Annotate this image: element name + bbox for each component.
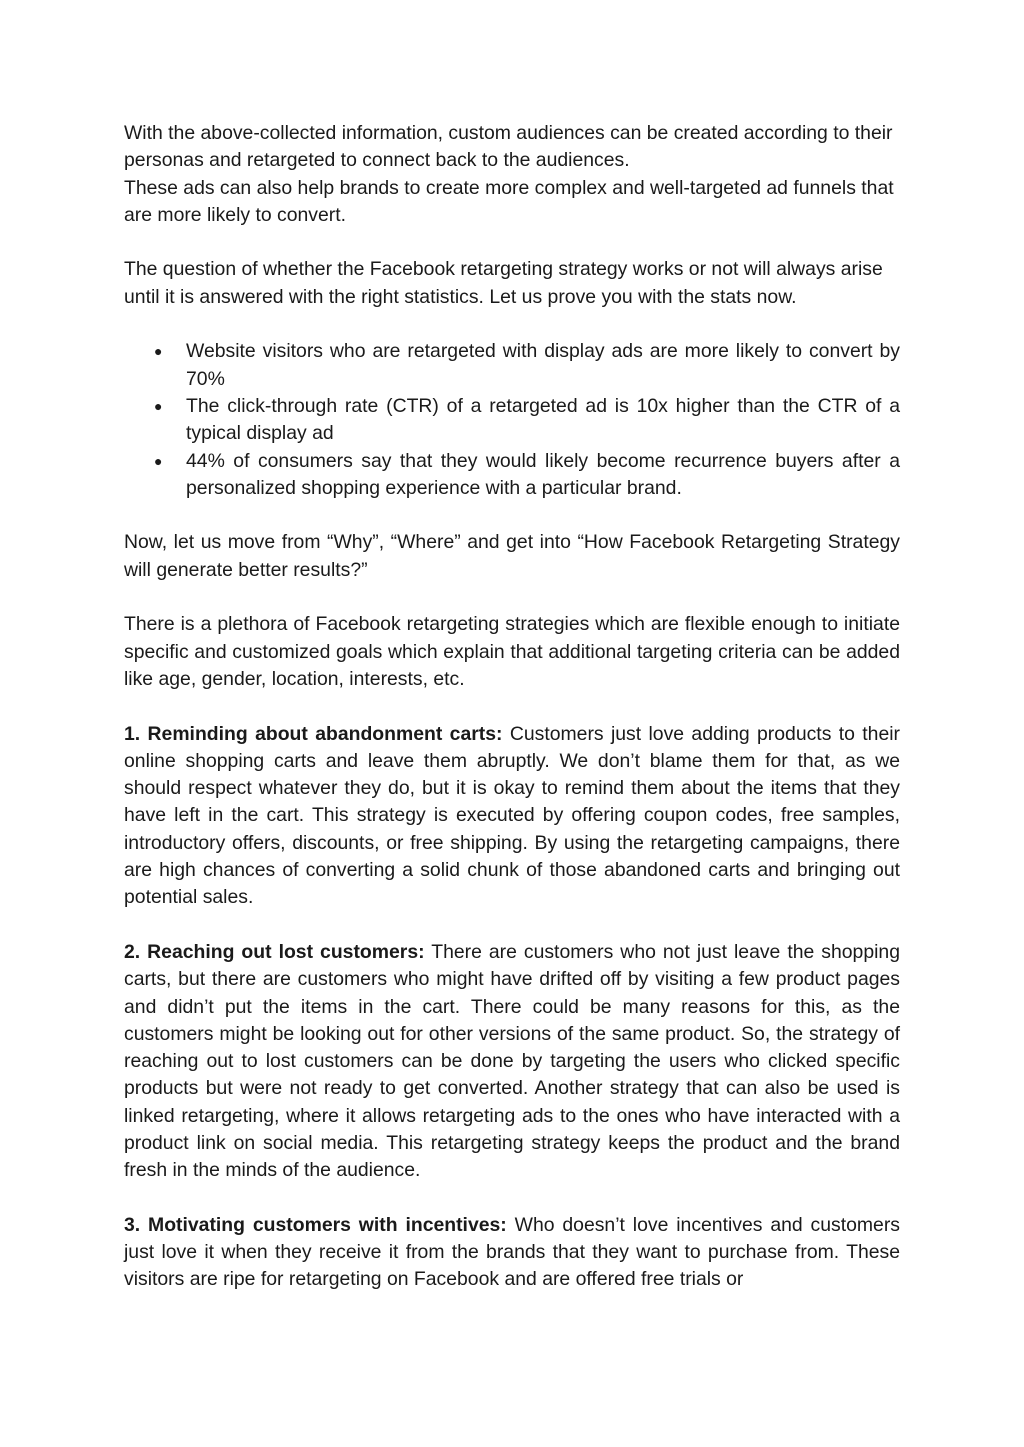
paragraph-gap xyxy=(124,1185,900,1212)
question-paragraph: The question of whether the Facebook retargeting strategy works or not will always arise until it is answered with the right statistics. Let us prove you with the stats now. xyxy=(124,258,883,308)
transition-paragraph: Now, let us move from “Why”, “Where” and get into “How Facebook Retargeting Strategy will generate better results?” xyxy=(124,531,900,581)
paragraph-gap xyxy=(124,912,900,939)
intro-line-2: These ads can also help brands to create more complex and well-targeted ad funnels that are more likely to convert. xyxy=(124,176,894,226)
bullet-icon: ● xyxy=(154,452,163,469)
strategy-2-body: There are customers who not just leave the shopping carts, but there are customers who might have drifted off by visiting a few product pages and didn’t put the items in the cart. There could be many reasons for this, as the customers might be looking out for other versions of the same product. So, the strategy of reaching out to lost customers can be done by targeting the users who clicked specific products but were not ready to get converted. Another strategy that can also be used is linked retargeting, where it allows retargeting ads to the ones who have interacted with a product link on social media. This retargeting strategy keeps the product and the brand fresh in the minds of the audience. xyxy=(124,940,900,1182)
bullet-icon: ● xyxy=(154,343,163,360)
strategy-3-body: Who doesn’t love incentives and customers just love it when they receive it from the brands that they want to purchase from. These visitors are ripe for retargeting on Facebook and are offered free trials or xyxy=(124,1213,900,1291)
intro-line-1: With the above-collected information, custom audiences can be created according to their personas and retargeted to connect back to the audiences. xyxy=(124,122,893,172)
paragraph-gap xyxy=(124,311,900,338)
list-item xyxy=(124,448,900,503)
paragraph-gap xyxy=(124,693,900,720)
strategy-2-heading: 2. Reaching out lost customers: xyxy=(124,940,425,963)
list-item xyxy=(124,338,900,393)
document-page xyxy=(124,120,900,1294)
strategy-1-paragraph xyxy=(124,721,900,912)
stat-text: 44% of consumers say that they would likely become recurrence buyers after a personalized shopping experience with a particular brand. xyxy=(186,449,900,499)
stats-list xyxy=(124,338,900,502)
strategy-2-paragraph xyxy=(124,939,900,1185)
plethora-paragraph: There is a plethora of Facebook retargeting strategies which are flexible enough to initiate specific and customized goals which explain that additional targeting criteria can be added like age, gender, location, interests, etc. xyxy=(124,613,900,690)
strategy-3-heading: 3. Motivating customers with incentives: xyxy=(124,1213,507,1236)
stat-text: The click-through rate (CTR) of a retargeted ad is 10x higher than the CTR of a typical display ad xyxy=(186,394,900,445)
strategy-1-body: Customers just love adding products to their online shopping carts and leave them abruptly. We don’t blame them for that, as we should respect whatever they do, but it is okay to remind them about the items that they have left in the cart. This strategy is executed by offering coupon codes, free samples, introductory offers, discounts, or free shipping. By using the retargeting campaigns, there are high chances of converting a solid chunk of those abandoned carts and bringing out potential sales. xyxy=(124,722,900,909)
paragraph-gap xyxy=(124,502,900,529)
list-item xyxy=(124,393,900,448)
bullet-icon: ● xyxy=(154,397,163,414)
strategy-3-paragraph xyxy=(124,1212,900,1294)
paragraph-gap xyxy=(124,229,900,256)
paragraph-gap xyxy=(124,584,900,611)
stat-text: Website visitors who are retargeted with display ads are more likely to convert by 70% xyxy=(186,340,900,390)
strategy-1-heading: 1. Reminding about abandonment carts: xyxy=(124,722,503,745)
